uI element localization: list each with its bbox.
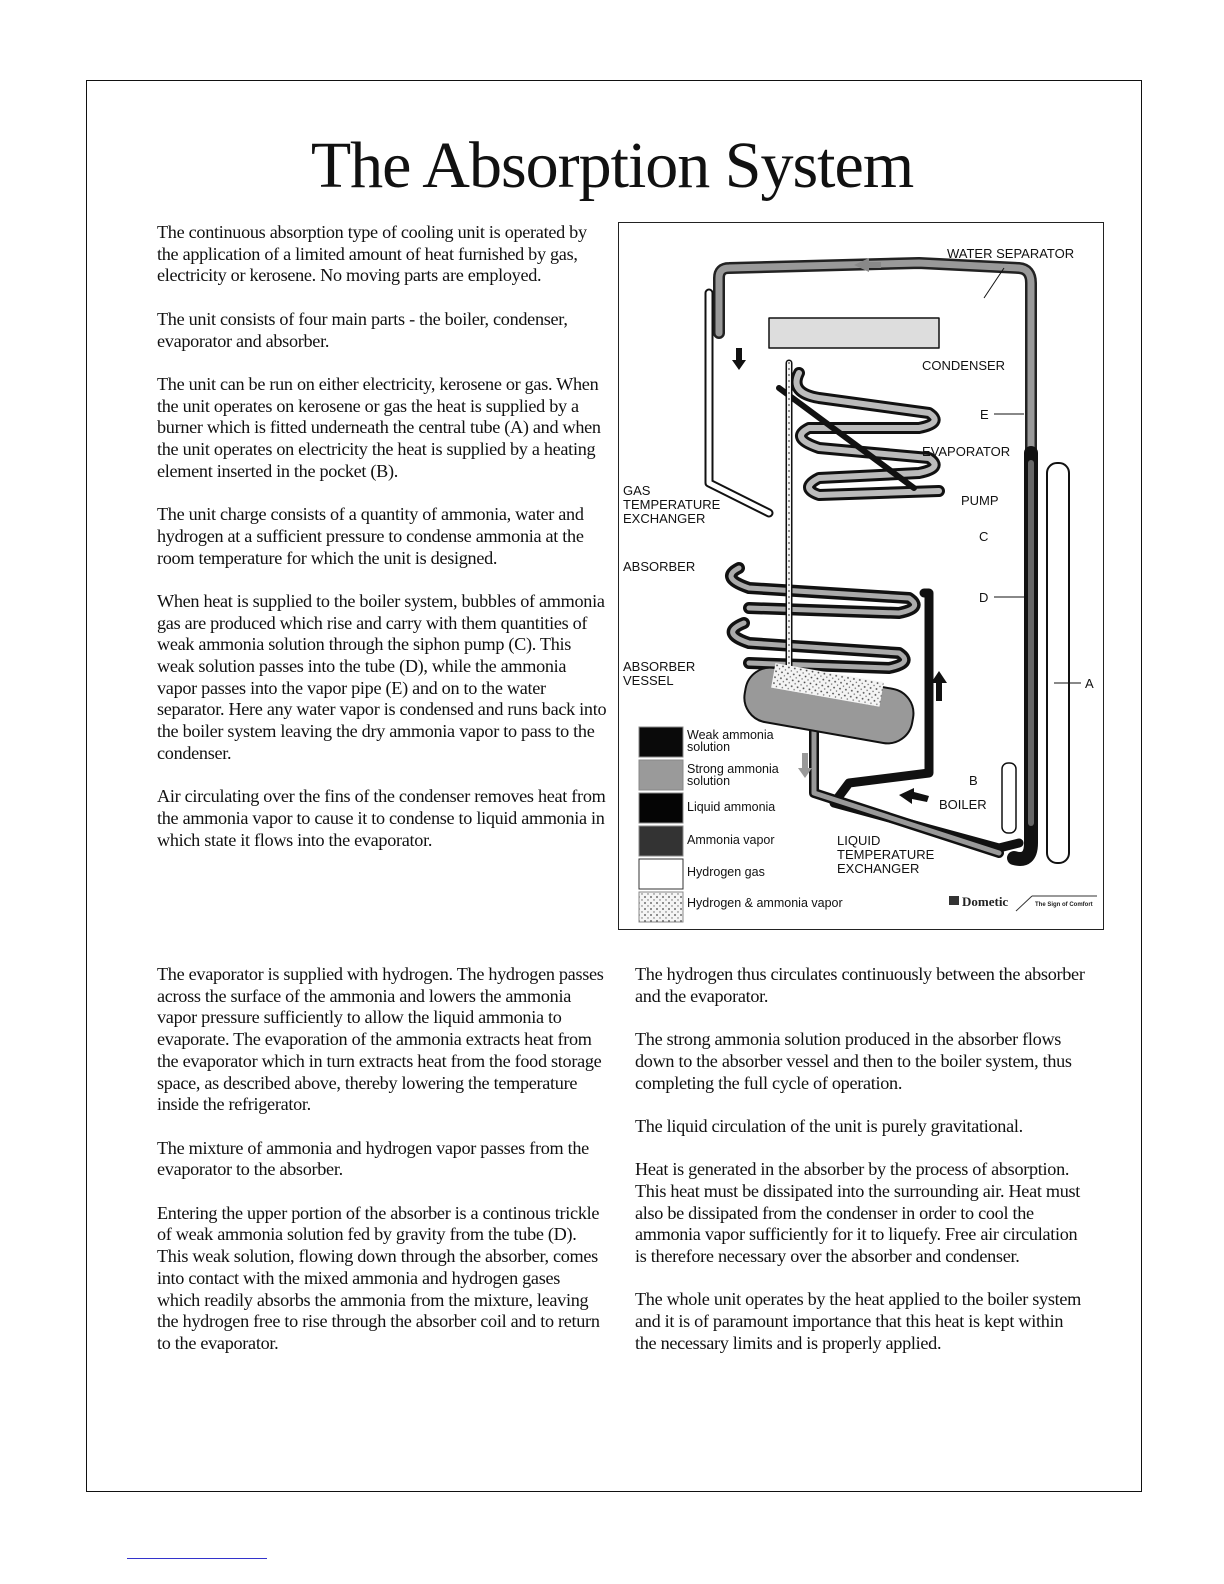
svg-text:BOILER: BOILER [939, 797, 987, 812]
svg-text:CONDENSER: CONDENSER [922, 358, 1006, 373]
paragraph: The mixture of ammonia and hydrogen vapor passes from the evaporator to the absorber. [157, 1137, 589, 1180]
legend-swatch [639, 859, 683, 889]
paragraph: The strong ammonia solution produced in the absorber flows down to the absorber vessel and then to the boiler system, thus completing the full cycle of operation. [635, 1029, 1072, 1093]
svg-text:EXCHANGER: EXCHANGER [837, 861, 920, 876]
bottom-right-column [635, 964, 1087, 1376]
svg-text:LIQUID: LIQUID [837, 833, 881, 848]
bottom-left-column [157, 964, 607, 1376]
page-title: The Absorption System [310, 129, 914, 202]
paragraph: The continuous absorption type of cooling unit is operated by the application of a limited amount of heat furnished by gas, electricity or kerosene. No moving parts are employed. [157, 222, 587, 286]
svg-text:Dometic: Dometic [962, 894, 1009, 909]
paragraph: The liquid circulation of the unit is purely gravitational. [635, 1115, 1023, 1136]
svg-text:VESSEL: VESSEL [623, 673, 674, 688]
svg-text:solution: solution [687, 740, 731, 754]
condenser-fins [769, 318, 939, 348]
paragraph: When heat is supplied to the boiler system, bubbles of ammonia gas are produced which rise and carry with them quantities of weak ammonia solution through the siphon pump (C). This weak solution passes into the tube (D), while the ammonia vapor passes into the vapor pipe (E) and on to the water separator. Here any water vapor is condensed and runs back into the boiler system leaving the dry ammonia vapor to pass to the condenser. [157, 590, 607, 763]
svg-text:TEMPERATURE: TEMPERATURE [623, 497, 721, 512]
legend-swatch [639, 727, 683, 757]
svg-text:EVAPORATOR: EVAPORATOR [922, 444, 1011, 459]
pocket-b [1002, 763, 1016, 833]
paragraph: The evaporator is supplied with hydrogen. The hydrogen passes across the surface of the ammonia and lowers the ammonia vapor pressure sufficiently to allow the liquid ammonia to evaporate. The evaporation of the ammonia extracts heat from the evaporator which in turn extracts heat from the food storage space, as described above, thereby lowering the temperature inside the refrigerator. [157, 964, 604, 1115]
paragraph: Entering the upper portion of the absorber is a continous trickle of weak ammonia solution fed by gravity from the tube (D). This weak solution, flowing down through the absorber, comes into contact with the mixed ammonia and hydrogen gases which readily absorbs the ammonia from the mixture, leaving the hydrogen free to rise through the absorber coil and to return to the evaporator. [157, 1202, 600, 1353]
absorption-diagram [618, 222, 1104, 930]
legend-swatch [639, 826, 683, 856]
flow-arrow-icon [899, 788, 929, 804]
svg-text:solution: solution [687, 774, 731, 788]
paragraph: The unit charge consists of a quantity of ammonia, water and hydrogen at a sufficient pressure to condense ammonia at the room temperature for which the unit is designed. [157, 504, 584, 568]
svg-text:Ammonia vapor: Ammonia vapor [687, 833, 775, 847]
svg-text:Hydrogen & ammonia vapor: Hydrogen & ammonia vapor [687, 896, 843, 910]
intro-column [157, 222, 609, 873]
legend-swatch [639, 892, 683, 922]
svg-text:B: B [969, 773, 978, 788]
svg-text:Hydrogen gas: Hydrogen gas [687, 865, 765, 879]
legend-swatch [639, 760, 683, 790]
svg-text:PUMP: PUMP [961, 493, 999, 508]
paragraph: Air circulating over the fins of the condenser removes heat from the ammonia vapor to cause it to condense to liquid ammonia in which state it flows into the evaporator. [157, 786, 606, 850]
paragraph: The hydrogen thus circulates continuously between the absorber and the evaporator. [635, 964, 1085, 1006]
paragraph: The unit can be run on either electricity, kerosene or gas. When the unit operates on kerosene or gas the heat is supplied by a burner which is fitted underneath the central tube (A) and when the unit operates on electricity the heat is supplied by a heating element inserted in the pocket (B). [157, 373, 601, 481]
paragraph: The unit consists of four main parts - the boiler, condenser, evaporator and absorber. [157, 308, 568, 351]
paragraph: The whole unit operates by the heat applied to the boiler system and it is of paramount importance that this heat is kept within the necessary limits and is properly applied. [635, 1289, 1081, 1353]
svg-text:Liquid ammonia: Liquid ammonia [687, 800, 776, 814]
svg-text:A: A [1085, 676, 1094, 691]
svg-text:The Sign of Comfort: The Sign of Comfort [1035, 902, 1093, 908]
paragraph: Heat is generated in the absorber by the process of absorption. This heat must be dissipated into the surrounding air. Heat must also be dissipated from the condenser in order to cool the ammonia vapor sufficiently for it to liquefy. Free air circulation is therefore necessary over the absorber and condenser. [635, 1159, 1081, 1267]
dometic-logo [949, 894, 1097, 911]
svg-text:EXCHANGER: EXCHANGER [623, 511, 706, 526]
svg-text:E: E [980, 407, 989, 422]
central-tube-a [1047, 463, 1069, 863]
svg-text:WATER SEPARATOR: WATER SEPARATOR [947, 246, 1075, 261]
footer-rule [127, 1558, 267, 1559]
legend-swatch [639, 793, 683, 823]
svg-text:Weak ammonia: Weak ammonia [687, 728, 774, 742]
svg-text:TEMPERATURE: TEMPERATURE [837, 847, 935, 862]
svg-text:Strong ammonia: Strong ammonia [687, 762, 779, 776]
svg-text:D: D [979, 590, 989, 605]
svg-text:ABSORBER: ABSORBER [623, 659, 696, 674]
flow-arrow-icon [732, 348, 746, 370]
svg-text:ABSORBER: ABSORBER [623, 559, 696, 574]
svg-text:GAS: GAS [623, 483, 651, 498]
svg-text:C: C [979, 529, 989, 544]
